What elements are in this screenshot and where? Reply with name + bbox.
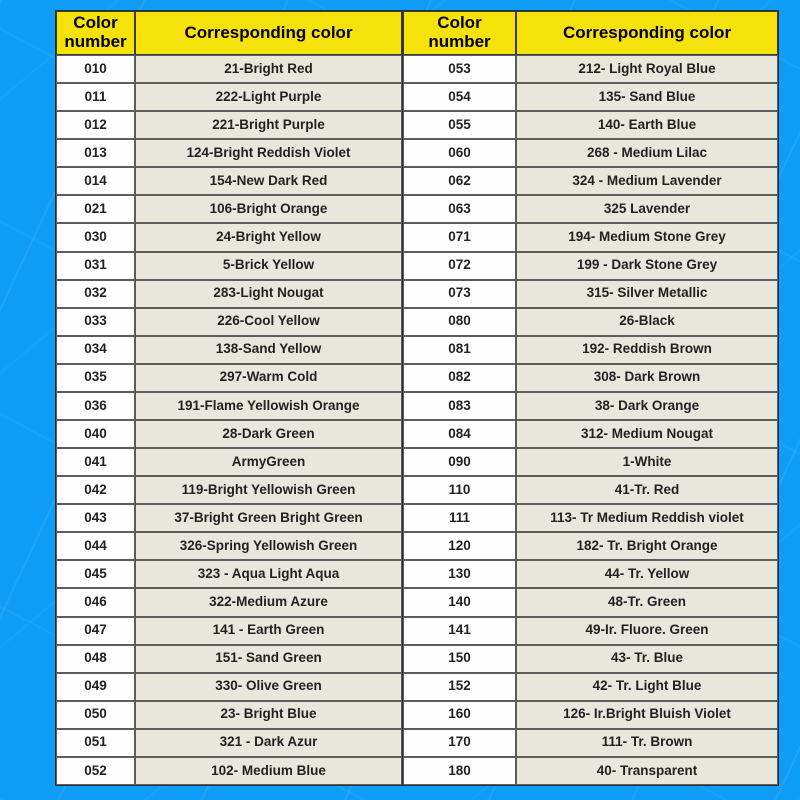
color-number-cell: 141 [403, 617, 516, 645]
corresponding-color-cell: 42- Tr. Light Blue [516, 673, 778, 701]
corresponding-color-cell: 154-New Dark Red [135, 167, 402, 195]
corresponding-color-cell: 192- Reddish Brown [516, 336, 778, 364]
color-number-cell: 111 [403, 504, 516, 532]
corresponding-color-cell: 141 - Earth Green [135, 617, 402, 645]
color-number-cell: 047 [56, 617, 135, 645]
color-number-cell: 045 [56, 560, 135, 588]
corresponding-color-cell: 321 - Dark Azur [135, 729, 402, 757]
corresponding-color-cell: 26-Black [516, 308, 778, 336]
corresponding-color-cell: 322-Medium Azure [135, 588, 402, 616]
color-number-cell: 031 [56, 252, 135, 280]
color-number-cell: 043 [56, 504, 135, 532]
column-header-color-number: Color number [56, 11, 135, 55]
corresponding-color-cell: 21-Bright Red [135, 55, 402, 83]
color-number-cell: 042 [56, 476, 135, 504]
corresponding-color-cell: 226-Cool Yellow [135, 308, 402, 336]
corresponding-color-cell: 315- Silver Metallic [516, 280, 778, 308]
color-number-cell: 083 [403, 392, 516, 420]
column-header-color-number: Color number [403, 11, 516, 55]
corresponding-color-cell: 182- Tr. Bright Orange [516, 532, 778, 560]
color-number-cell: 140 [403, 588, 516, 616]
corresponding-color-cell: 194- Medium Stone Grey [516, 223, 778, 251]
color-number-cell: 055 [403, 111, 516, 139]
corresponding-color-cell: 268 - Medium Lilac [516, 139, 778, 167]
corresponding-color-cell: 221-Bright Purple [135, 111, 402, 139]
color-number-cell: 012 [56, 111, 135, 139]
color-number-cell: 050 [56, 701, 135, 729]
color-number-cell: 041 [56, 448, 135, 476]
color-number-cell: 180 [403, 757, 516, 785]
corresponding-color-cell: 323 - Aqua Light Aqua [135, 560, 402, 588]
corresponding-color-cell: 308- Dark Brown [516, 364, 778, 392]
corresponding-color-cell: 41-Tr. Red [516, 476, 778, 504]
column-header-corresponding-color: Corresponding color [135, 11, 402, 55]
color-number-cell: 150 [403, 645, 516, 673]
corresponding-color-cell: 297-Warm Cold [135, 364, 402, 392]
color-number-cell: 014 [56, 167, 135, 195]
color-number-cell: 152 [403, 673, 516, 701]
color-number-cell: 063 [403, 195, 516, 223]
corresponding-color-cell: 312- Medium Nougat [516, 420, 778, 448]
color-number-cell: 073 [403, 280, 516, 308]
corresponding-color-cell: 124-Bright Reddish Violet [135, 139, 402, 167]
corresponding-color-cell: 326-Spring Yellowish Green [135, 532, 402, 560]
corresponding-color-cell: 1-White [516, 448, 778, 476]
color-number-cell: 044 [56, 532, 135, 560]
color-number-cell: 062 [403, 167, 516, 195]
corresponding-color-cell: 28-Dark Green [135, 420, 402, 448]
color-number-cell: 090 [403, 448, 516, 476]
corresponding-color-cell: 138-Sand Yellow [135, 336, 402, 364]
corresponding-color-cell: 325 Lavender [516, 195, 778, 223]
corresponding-color-cell: 102- Medium Blue [135, 757, 402, 785]
corresponding-color-cell: 49-Ir. Fluore. Green [516, 617, 778, 645]
color-number-cell: 130 [403, 560, 516, 588]
corresponding-color-cell: 283-Light Nougat [135, 280, 402, 308]
corresponding-color-cell: 199 - Dark Stone Grey [516, 252, 778, 280]
color-number-cell: 072 [403, 252, 516, 280]
color-number-cell: 011 [56, 83, 135, 111]
color-tables-container [55, 10, 779, 786]
color-number-cell: 054 [403, 83, 516, 111]
corresponding-color-cell: 111- Tr. Brown [516, 729, 778, 757]
color-number-cell: 013 [56, 139, 135, 167]
corresponding-color-cell: ArmyGreen [135, 448, 402, 476]
color-table-left [55, 10, 403, 786]
color-number-cell: 033 [56, 308, 135, 336]
color-number-cell: 049 [56, 673, 135, 701]
corresponding-color-cell: 106-Bright Orange [135, 195, 402, 223]
color-number-cell: 010 [56, 55, 135, 83]
color-number-cell: 084 [403, 420, 516, 448]
column-header-corresponding-color: Corresponding color [516, 11, 778, 55]
corresponding-color-cell: 324 - Medium Lavender [516, 167, 778, 195]
color-number-cell: 071 [403, 223, 516, 251]
corresponding-color-cell: 113- Tr Medium Reddish violet [516, 504, 778, 532]
color-number-cell: 030 [56, 223, 135, 251]
color-number-cell: 046 [56, 588, 135, 616]
color-number-cell: 021 [56, 195, 135, 223]
corresponding-color-cell: 44- Tr. Yellow [516, 560, 778, 588]
corresponding-color-cell: 330- Olive Green [135, 673, 402, 701]
color-number-cell: 081 [403, 336, 516, 364]
corresponding-color-cell: 5-Brick Yellow [135, 252, 402, 280]
color-number-cell: 110 [403, 476, 516, 504]
color-number-cell: 032 [56, 280, 135, 308]
color-number-cell: 080 [403, 308, 516, 336]
corresponding-color-cell: 119-Bright Yellowish Green [135, 476, 402, 504]
corresponding-color-cell: 48-Tr. Green [516, 588, 778, 616]
color-number-cell: 036 [56, 392, 135, 420]
color-number-cell: 120 [403, 532, 516, 560]
corresponding-color-cell: 126- Ir.Bright Bluish Violet [516, 701, 778, 729]
corresponding-color-cell: 212- Light Royal Blue [516, 55, 778, 83]
color-number-cell: 170 [403, 729, 516, 757]
color-number-cell: 040 [56, 420, 135, 448]
corresponding-color-cell: 191-Flame Yellowish Orange [135, 392, 402, 420]
color-number-cell: 053 [403, 55, 516, 83]
color-number-cell: 034 [56, 336, 135, 364]
corresponding-color-cell: 222-Light Purple [135, 83, 402, 111]
corresponding-color-cell: 37-Bright Green Bright Green [135, 504, 402, 532]
color-number-cell: 082 [403, 364, 516, 392]
color-table-right [403, 10, 779, 786]
corresponding-color-cell: 40- Transparent [516, 757, 778, 785]
corresponding-color-cell: 151- Sand Green [135, 645, 402, 673]
color-number-cell: 160 [403, 701, 516, 729]
corresponding-color-cell: 43- Tr. Blue [516, 645, 778, 673]
color-number-cell: 048 [56, 645, 135, 673]
corresponding-color-cell: 24-Bright Yellow [135, 223, 402, 251]
corresponding-color-cell: 38- Dark Orange [516, 392, 778, 420]
corresponding-color-cell: 23- Bright Blue [135, 701, 402, 729]
corresponding-color-cell: 140- Earth Blue [516, 111, 778, 139]
color-number-cell: 060 [403, 139, 516, 167]
color-number-cell: 035 [56, 364, 135, 392]
corresponding-color-cell: 135- Sand Blue [516, 83, 778, 111]
color-number-cell: 051 [56, 729, 135, 757]
color-number-cell: 052 [56, 757, 135, 785]
